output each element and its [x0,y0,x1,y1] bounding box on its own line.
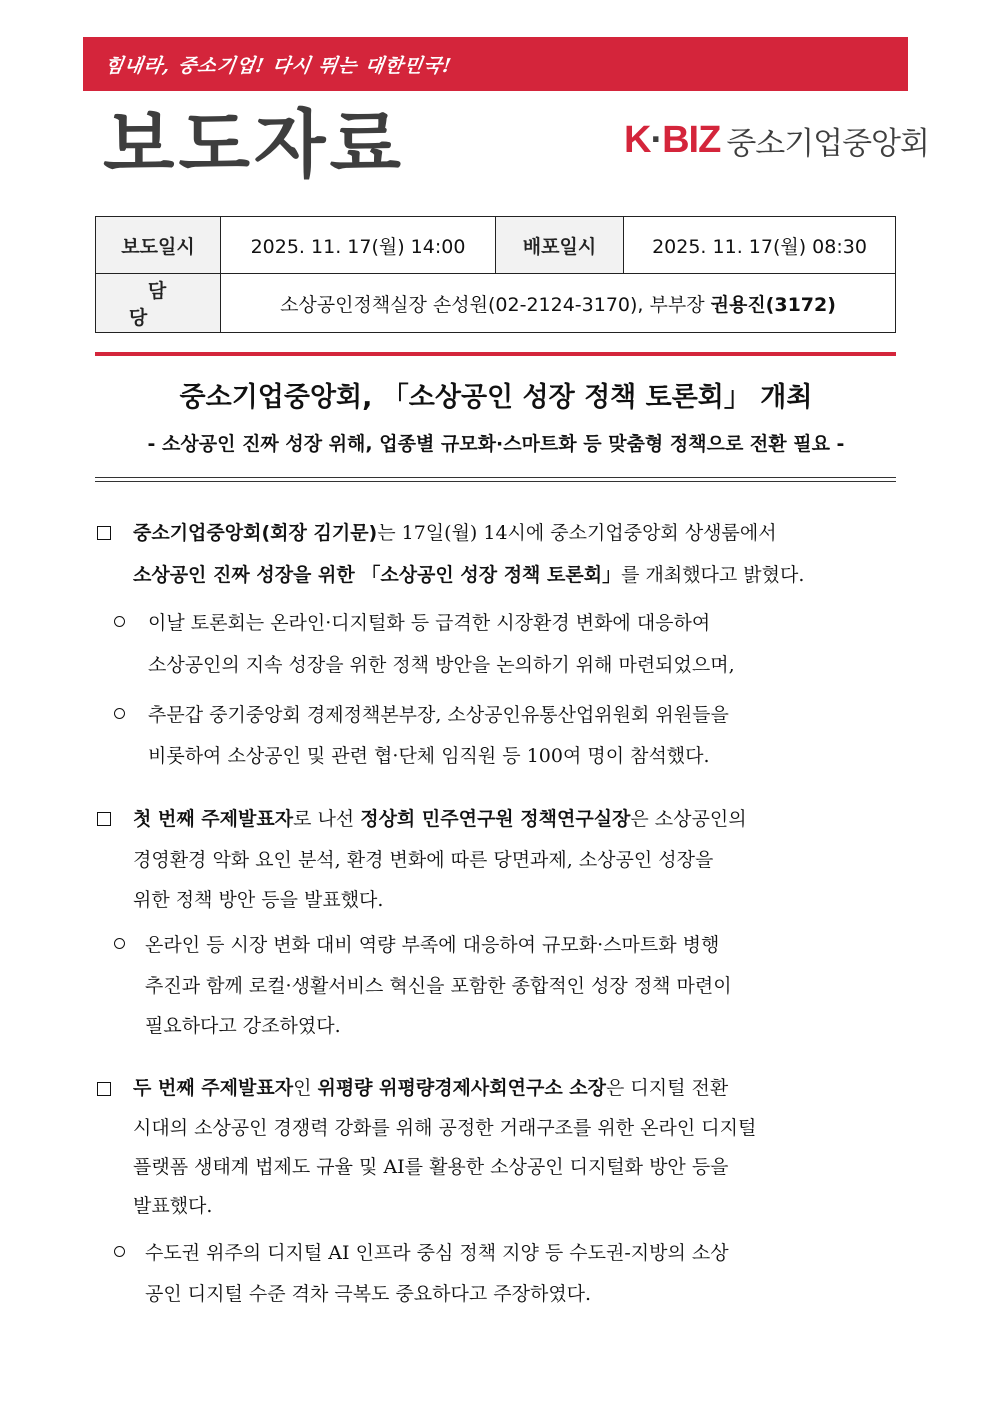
logo-dot-icon: · [650,119,663,161]
contact-value-main: 소상공인정책실장 손성원(02-2124-3170), 부부장 [280,293,711,316]
press-release-title: 보도자료 [103,102,405,188]
subheadline: - 소상공인 진짜 성장 위해, 업종별 규모화·스마트화 등 맞춤형 정책으로 전환 필요 - [147,433,845,455]
bold-phrase: 중소기업중앙회(회장 김기문) [133,522,378,544]
paragraph-line [133,560,804,587]
bold-phrase: 위평량 위평량경제사회연구소 소장 [317,1077,607,1099]
sub-item-line: 추진과 함께 로컬·생활서비스 혁신을 포함한 종합적인 성장 정책 마련이 [145,975,732,997]
sub-item-line: 소상공인의 지속 성장을 위한 정책 방안을 논의하기 위해 마련되었으며, [148,654,735,676]
headline: 중소기업중앙회, 「소상공인 성장 정책 토론회」 개최 [179,382,813,413]
sub-item-line: 필요하다고 강조하였다. [145,1015,341,1037]
text-phrase: 은 소상공인의 [630,808,747,830]
square-bullet-icon [97,1082,111,1096]
bold-phrase: 정상희 민주연구원 정책연구실장 [360,808,631,830]
contact-value-bold: 권용진(3172) [710,293,836,316]
distribution-date-value: 2025. 11. 17(월) 08:30 [624,217,896,274]
contact-label: 담당 [128,280,207,329]
sub-item-line: 수도권 위주의 디지털 AI 인프라 중심 정책 지양 등 수도권-지방의 소상 [145,1242,729,1264]
paragraph-line [133,1073,728,1100]
paragraph-line: 위한 정책 방안 등을 발표했다. [133,889,384,911]
bold-phrase: 첫 번째 주제발표자 [133,808,294,830]
sub-item-line: 공인 디지털 수준 격차 극복도 중요하다고 주장하였다. [145,1283,592,1305]
text-phrase: 은 디지털 전환 [606,1077,729,1099]
logo-mark: K·BIZ [624,119,721,161]
bold-phrase: 두 번째 주제발표자 [133,1077,294,1099]
banner-slogan: 힘내라, 중소기업! 다시 뛰는 대한민국! [103,55,454,77]
sub-item-line: 온라인 등 시장 변화 대비 역량 부족에 대응하여 규모화·스마트화 병행 [145,934,720,956]
sub-item-line: 비롯하여 소상공인 및 관련 협·단체 임직원 등 100여 명이 참석했다. [148,745,710,767]
text-phrase: 로 나선 [293,808,361,830]
paragraph-line: 플랫폼 생태계 법제도 규율 및 AI를 활용한 소상공인 디지털화 방안 등을 [133,1156,729,1178]
release-date-value: 2025. 11. 17(월) 14:00 [221,217,496,274]
sub-item-line: 추문갑 중기중앙회 경제정책본부장, 소상공인유통산업위원회 위원들을 [148,704,729,726]
paragraph-line: 경영환경 악화 요인 분석, 환경 변화에 따른 당면과제, 소상공인 성장을 [133,849,714,871]
text-phrase: 는 17일(월) 14시에 중소기업중앙회 상생룸에서 [377,522,777,544]
bold-phrase: 소상공인 진짜 성장을 위한 「소상공인 성장 정책 토론회」 [133,564,622,586]
sub-item-line: 이날 토론회는 온라인·디지털화 등 급격한 시장환경 변화에 대응하여 [148,612,711,634]
paragraph-line: 발표했다. [133,1195,213,1217]
paragraph-line: 시대의 소상공인 경쟁력 강화를 위해 공정한 거래구조를 위한 온라인 디지털 [133,1117,757,1139]
release-date-label: 보도일시 [96,217,221,274]
square-bullet-icon [97,526,111,540]
circle-bullet-icon [114,1246,125,1257]
circle-bullet-icon [114,616,125,627]
square-bullet-icon [97,812,111,826]
circle-bullet-icon [114,708,125,719]
text-phrase: 를 개최했다고 밝혔다. [621,564,805,586]
paragraph-line [133,518,777,545]
distribution-date-label: 배포일시 [496,217,624,274]
circle-bullet-icon [114,938,125,949]
text-phrase: 인 [293,1077,318,1099]
paragraph-line [133,804,747,831]
logo-name: 중소기업중앙회 [726,126,929,162]
